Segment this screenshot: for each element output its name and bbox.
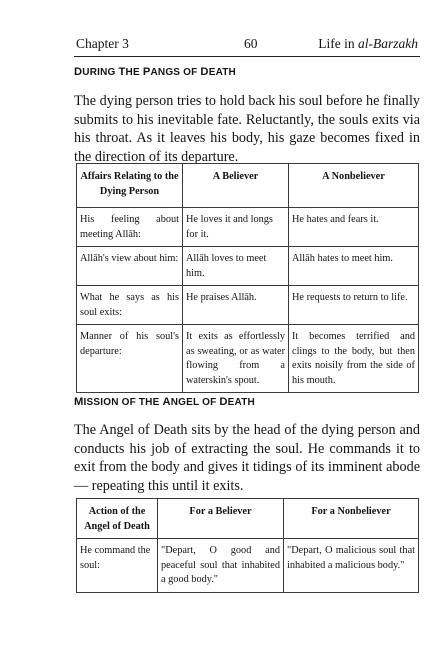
paragraph-angel-of-death: The Angel of Death sits by the head of the dying person and conducts his job of extracting the soul. He commands it to exit from the body and gives it tidings of its imminent abode — repeating this until it exits. <box>74 422 420 494</box>
table-cell: He praises Allāh. <box>183 286 289 325</box>
heading-fragment: EATH <box>208 67 236 78</box>
header-for-nonbeliever: For a Nonbeliever <box>284 499 419 539</box>
table-cell: He hates and fears it. <box>289 208 419 247</box>
table-cell: It exits as effortlessly as sweating, or as water flowing from a waterskin's spout. <box>183 325 289 393</box>
header-affairs: Affairs Relating to the Dying Person <box>77 164 183 208</box>
heading-fragment: HE <box>125 67 143 78</box>
table-row <box>77 286 419 325</box>
paragraph-pangs-of-death: The dying person tries to hold back his soul before he finally submits to his inevitable fate. Reluctantly, the souls exits via his throat. As it leaves his body, his gaze becomes fixed in the direction of its departure. <box>74 93 420 165</box>
table-cell: Allāh hates to meet him. <box>289 247 419 286</box>
header-for-believer: For a Believer <box>158 499 284 539</box>
section-heading-angel-of-death <box>74 396 255 408</box>
table-row <box>77 208 419 247</box>
section-heading-pangs-of-death <box>74 66 236 78</box>
table-cell: His feeling about meeting Allāh: <box>77 208 183 247</box>
heading-fragment: D <box>219 396 228 408</box>
header-believer: A Believer <box>183 164 289 208</box>
running-title-italic: al-Barzakh <box>358 36 418 51</box>
table-dying-person <box>76 163 419 393</box>
table-header-row <box>77 164 419 208</box>
table-row <box>77 325 419 393</box>
heading-fragment: D <box>74 66 83 78</box>
heading-fragment: ISSION OF THE <box>83 397 163 408</box>
heading-fragment: D <box>200 66 209 78</box>
table-cell: It becomes terrified and clings to the body, but then exits noisily from the side of his mouth. <box>289 325 419 393</box>
table-cell: He requests to return to life. <box>289 286 419 325</box>
table-angel-action <box>76 498 419 593</box>
chapter-label: Chapter 3 <box>76 36 129 51</box>
table-cell: Allāh loves to meet him. <box>183 247 289 286</box>
table-cell: He loves it and longs for it. <box>183 208 289 247</box>
table-cell: "Depart, O malicious soul that inhabited a malicious body." <box>284 539 419 593</box>
header-nonbeliever: A Nonbeliever <box>289 164 419 208</box>
running-title <box>318 36 418 52</box>
table-row <box>77 247 419 286</box>
header-rule <box>74 56 420 57</box>
heading-fragment: M <box>74 396 84 408</box>
heading-fragment: EATH <box>227 397 255 408</box>
heading-fragment: P <box>142 66 151 78</box>
table-cell: He command the soul: <box>77 539 158 593</box>
table-cell: Allāh's view about him: <box>77 247 183 286</box>
running-header <box>76 36 418 54</box>
header-action: Action of the Angel of Death <box>77 499 158 539</box>
heading-fragment: A <box>162 396 171 408</box>
table-row <box>77 539 419 593</box>
page-number: 60 <box>244 36 258 51</box>
table-cell: "Depart, O good and peaceful soul that inhabited a good body." <box>158 539 284 593</box>
heading-fragment: ANGS OF <box>150 67 201 78</box>
table-cell: What he says as his soul exits: <box>77 286 183 325</box>
table-cell: Manner of his soul's departure: <box>77 325 183 393</box>
table-header-row <box>77 499 419 539</box>
heading-fragment: URING <box>82 67 119 78</box>
heading-fragment: NGEL OF <box>170 397 220 408</box>
heading-fragment: T <box>118 66 126 78</box>
running-title-prefix: Life in <box>318 36 358 51</box>
